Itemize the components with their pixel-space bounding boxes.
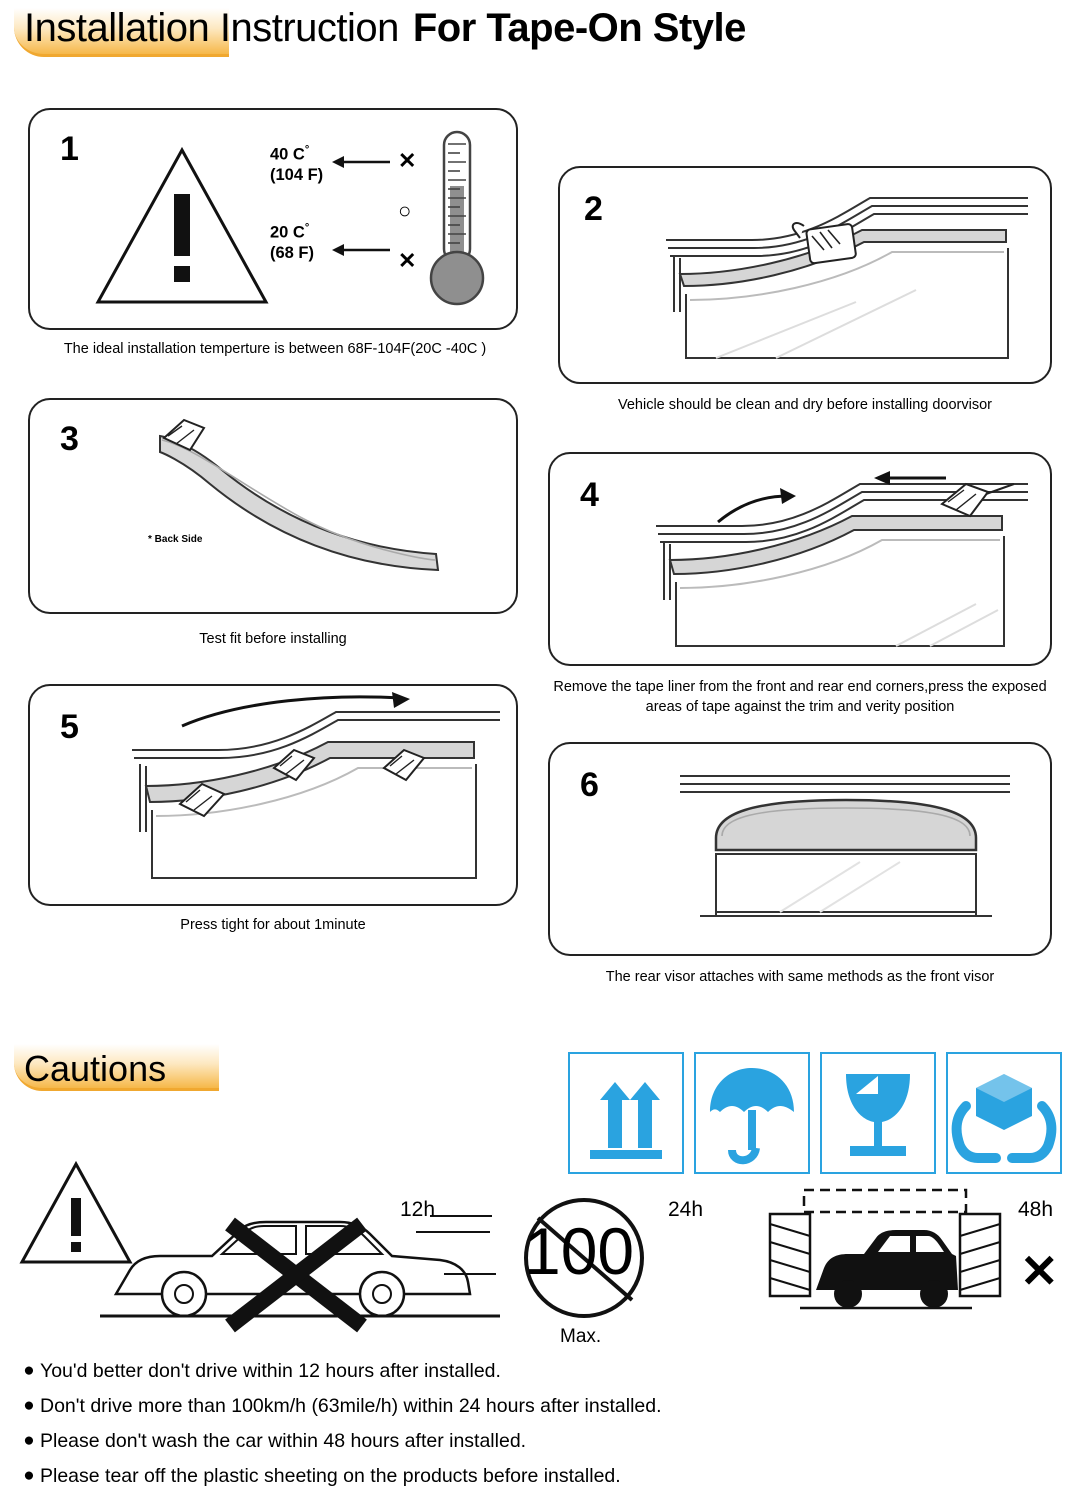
step-6-caption: The rear visor attaches with same methods as the front visor [605, 969, 995, 985]
no-drive-12h-illustration [100, 1186, 500, 1336]
page-title-plain: Installation Instruction [24, 6, 399, 50]
page-title [24, 6, 746, 51]
keep-dry-umbrella-icon [696, 1054, 808, 1172]
step-3-panel [28, 398, 518, 614]
list-item [18, 1393, 1058, 1419]
step-2-caption: Vehicle should be clean and dry before installing doorvisor [617, 397, 992, 413]
thermometer-icon [426, 126, 498, 316]
speed-max-label: Max. [560, 1326, 602, 1347]
list-item-text: Don't drive more than 100km/h (63mile/h) within 24 hours after installed. [40, 1395, 662, 1417]
step-2-illustration [656, 182, 1036, 372]
speed-limit-value: 100 [524, 1214, 635, 1288]
warning-triangle-icon [92, 136, 272, 316]
back-side-label: * Back Side [148, 534, 203, 545]
step-2-panel [558, 166, 1052, 384]
cautions-title: Cautions [24, 1048, 167, 1089]
step-5-panel [28, 684, 518, 906]
temp-low-label: 20 C° (68 F) [270, 222, 315, 263]
list-item-text: Please tear off the plastic sheeting on the products before installed. [40, 1465, 621, 1487]
page-title-bold: For Tape-On Style [412, 6, 746, 50]
step-4-number: 4 [580, 476, 599, 514]
this-side-up-icon [570, 1054, 682, 1172]
this-side-up-icon-box [568, 1052, 684, 1174]
fragile-glass-icon [822, 1054, 934, 1172]
step-4-illustration [646, 464, 1038, 660]
list-item-text: Please don't wash the car within 48 hours after installed. [40, 1430, 527, 1452]
bullet-marker: ● [23, 1360, 35, 1381]
step-1-caption: The ideal installation temperture is between 68F-104F(20C -40C ) [63, 341, 487, 357]
no-wash-hours-label: 48h [1018, 1198, 1054, 1221]
mark-circle-mid: ○ [398, 198, 412, 223]
step-5-caption: Press tight for about 1minute [180, 917, 366, 933]
bullet-marker: ● [23, 1465, 35, 1486]
step-4-caption: Remove the tape liner from the front and rear end corners,press the exposed areas of tape against the trim and verity position [553, 679, 1047, 715]
step-3-illustration [126, 414, 498, 594]
step-1-panel [28, 108, 518, 330]
bullet-marker: ● [23, 1395, 35, 1416]
step-6-number: 6 [580, 766, 599, 804]
no-wash-cross-mark: ✕ [1020, 1245, 1059, 1297]
cautions-bullet-list [18, 1358, 1058, 1498]
step-5-number: 5 [60, 708, 79, 746]
step-4-panel [548, 452, 1052, 666]
keep-dry-icon-box [694, 1052, 810, 1174]
temp-high-label: 40 C° (104 F) [270, 144, 324, 185]
step-3-number: 3 [60, 420, 79, 458]
page-header [0, 0, 1084, 80]
no-car-wash-illustration [756, 1184, 1014, 1332]
step-5-illustration [122, 692, 512, 900]
mark-cross-high: ✕ [398, 148, 417, 173]
list-item [18, 1358, 1058, 1384]
step-3-caption: Test fit before installing [199, 631, 347, 647]
handle-with-care-icon [948, 1054, 1060, 1172]
speed-hours-label: 24h [668, 1198, 704, 1221]
mark-cross-low: ✕ [398, 248, 417, 273]
no-drive-hours-label: 12h [400, 1198, 436, 1221]
list-item [18, 1428, 1058, 1454]
list-item [18, 1463, 1058, 1489]
handle-with-care-icon-box [946, 1052, 1062, 1174]
step-6-panel [548, 742, 1052, 956]
step-1-number: 1 [60, 130, 79, 168]
step-6-illustration [660, 758, 1030, 944]
temp-arrows [330, 140, 400, 300]
bullet-marker: ● [23, 1430, 35, 1451]
fragile-icon-box [820, 1052, 936, 1174]
list-item-text: You'd better don't drive within 12 hours after installed. [40, 1360, 501, 1382]
step-2-number: 2 [584, 190, 603, 228]
